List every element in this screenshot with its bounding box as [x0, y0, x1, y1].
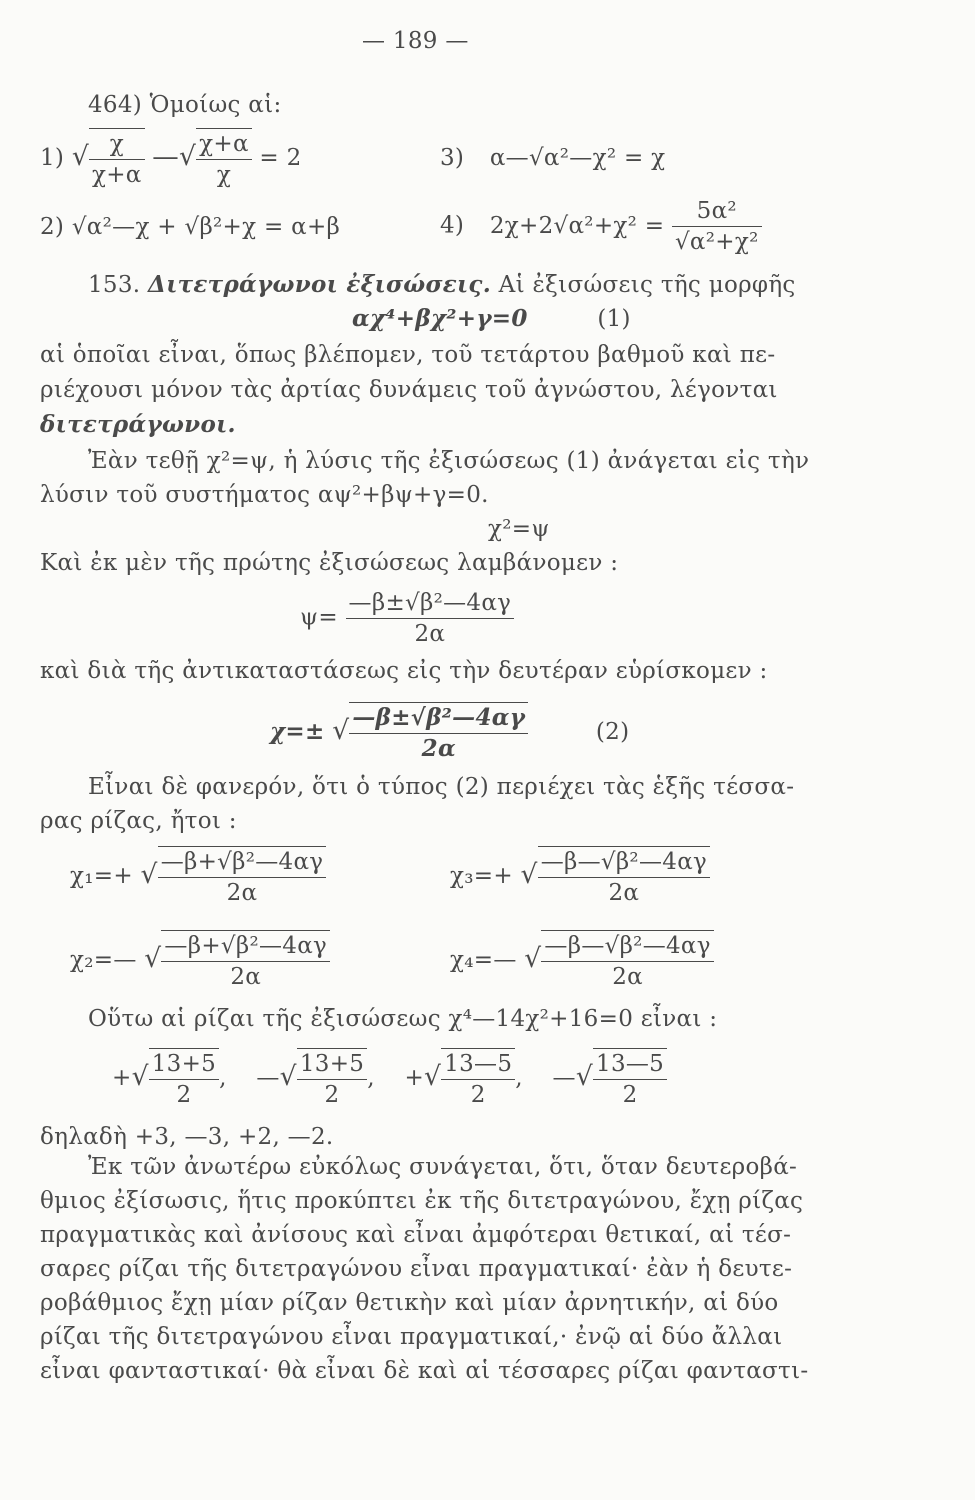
- paragraph-line: Καὶ ἐκ μὲν τῆς πρώτης ἐξισώσεως λαμβάνομεν :: [40, 550, 619, 576]
- equation: αχ⁴+βχ²+γ=0: [352, 305, 528, 332]
- fraction: [196, 128, 252, 190]
- radical-sign: √: [71, 141, 89, 172]
- paragraph-line: Ἐκ τῶν ἀνωτέρω εὐκόλως συνάγεται, ὅτι, ὅταν δευτεροβά-: [88, 1154, 798, 1180]
- root-lhs: χ₃=+: [450, 863, 513, 889]
- exercise-expression: α—√α²—χ² = χ: [489, 145, 666, 171]
- fraction-numerator: 13—5: [593, 1049, 667, 1080]
- root-formula: [450, 846, 710, 908]
- minus-radical: —√: [152, 141, 197, 172]
- exercise-3: [440, 143, 665, 173]
- psi-formula: [300, 588, 514, 649]
- formula-lhs: ψ=: [300, 604, 338, 631]
- separator: ,: [219, 1065, 227, 1091]
- paragraph-line: καὶ διὰ τῆς ἀντικαταστάσεως εἰς τὴν δευτέραν εὑρίσκομεν :: [40, 658, 768, 684]
- root-formula: [70, 930, 330, 992]
- fraction: [672, 196, 762, 257]
- fraction: [349, 702, 528, 764]
- fraction-numerator: —β+√β²—4αγ: [161, 931, 330, 962]
- fraction: [346, 588, 515, 649]
- fraction-denominator: 2: [470, 1082, 486, 1108]
- radical-sign: √: [424, 1061, 442, 1092]
- root-sign: —: [256, 1065, 280, 1091]
- fraction-denominator: 2α: [608, 880, 640, 906]
- fraction-numerator: 13—5: [441, 1049, 515, 1080]
- exercise-number: 4): [440, 212, 465, 239]
- fraction-numerator: 5α²: [672, 196, 762, 227]
- exercise-4: [440, 196, 762, 257]
- fraction: [593, 1048, 667, 1110]
- fraction-numerator: —β—√β²—4αγ: [541, 931, 713, 962]
- fraction-numerator: —β±√β²—4αγ: [349, 703, 528, 734]
- root-sign: +: [404, 1065, 425, 1091]
- equation-label: (1): [597, 306, 631, 332]
- section-number: 153.: [88, 272, 141, 298]
- fraction-denominator: 2α: [421, 735, 456, 762]
- paragraph-line: λύσιν τοῦ συστήματος αψ²+βψ+γ=0.: [40, 482, 489, 508]
- exercise-2: [40, 212, 340, 242]
- section-intro: Αἱ ἐξισώσεις τῆς μορφῆς: [498, 272, 796, 298]
- fraction-numerator: 13+5: [297, 1049, 367, 1080]
- fraction: [158, 846, 327, 908]
- root-lhs: χ₁=+: [70, 863, 133, 889]
- fraction: [161, 930, 330, 992]
- section-title: Διτετράγωνοι ἐξισώσεις.: [148, 271, 492, 298]
- radical-sign: √: [140, 859, 158, 890]
- radical-sign: √: [575, 1061, 594, 1092]
- fraction-numerator: —β+√β²—4αγ: [158, 847, 327, 878]
- root-lhs: χ₂=—: [70, 947, 137, 973]
- fraction-denominator: χ+α: [92, 162, 142, 188]
- chi-formula: [270, 702, 629, 764]
- paragraph-line: ρίζαι τῆς διτετραγώνου εἶναι πραγματικαί,· ἐνῷ αἱ δύο ἄλλαι: [40, 1324, 783, 1350]
- root-lhs: χ₄=—: [450, 947, 517, 973]
- numeric-root: [404, 1051, 530, 1108]
- paragraph-line: εἶναι φανταστικαί· θὰ εἶναι δὲ καὶ αἱ τέσσαρες ρίζαι φανταστι-: [40, 1358, 809, 1384]
- paragraph-line: θμιος ἐξίσωσις, ἥτις προκύπτει ἐκ τῆς διτετραγώνου, ἔχῃ ρίζας: [40, 1188, 804, 1214]
- exercise-number: 3): [440, 145, 465, 171]
- equation-rhs: = 2: [259, 145, 302, 171]
- paragraph-line: ριέχουσι μόνον τὰς ἀρτίας δυνάμεις τοῦ ἀγνώστου, λέγονται: [40, 377, 778, 403]
- fraction-numerator: —β±√β²—4αγ: [346, 588, 515, 619]
- paragraph-line: αἱ ὁποῖαι εἶναι, ὅπως βλέπομεν, τοῦ τετάρτου βαθμοῦ καὶ πε-: [40, 342, 776, 368]
- equation-label: (2): [595, 719, 630, 745]
- exercise-number: 1): [40, 145, 65, 171]
- fraction-denominator: 2: [176, 1082, 192, 1108]
- system-line: χ²=ψ: [488, 516, 550, 542]
- fraction: [89, 128, 145, 190]
- paragraph-line: Οὕτω αἱ ρίζαι τῆς ἐξισώσεως χ⁴—14χ²+16=0 εἶναι :: [88, 1006, 718, 1032]
- paragraph-line: δηλαδὴ +3, —3, +2, —2.: [40, 1124, 334, 1150]
- paragraph-line: Ἐὰν τεθῇ χ²=ψ, ἡ λύσις τῆς ἐξισώσεως (1) ἀνάγεται εἰς τὴν: [88, 448, 810, 474]
- numeric-root: [552, 1051, 668, 1108]
- radical-sign: √: [131, 1061, 149, 1092]
- paragraph-line: σαρες ρίζαι τῆς διτετραγώνου εἶναι πραγματικαί· ἐὰν ἡ δευτε-: [40, 1256, 793, 1282]
- fraction-denominator: 2α: [612, 964, 643, 990]
- numeric-root: [256, 1051, 382, 1108]
- radical-sign: √: [144, 943, 162, 974]
- exercise-expression: 2χ+2√α²+χ² =: [489, 212, 665, 239]
- paragraph-line: Εἶναι δὲ φανερόν, ὅτι ὁ τύπος (2) περιέχει τὰς ἑξῆς τέσσα-: [88, 774, 795, 800]
- radical-sign: √: [520, 859, 538, 890]
- root-sign: —: [552, 1065, 576, 1091]
- paragraph-line: ρας ρίζας, ἤτοι :: [40, 808, 237, 834]
- fraction: [538, 846, 710, 908]
- fraction-denominator: 2: [324, 1082, 340, 1108]
- fraction-numerator: χ: [89, 129, 145, 160]
- fraction: [297, 1048, 367, 1110]
- paragraph-line: ροβάθμιος ἔχῃ μίαν ρίζαν θετικὴν καὶ μίαν ἀρνητικήν, αἱ δύο: [40, 1290, 779, 1316]
- radical-sign: √: [524, 943, 542, 974]
- page-number: — 189 —: [362, 28, 469, 54]
- fraction-denominator: 2α: [230, 964, 262, 990]
- root-formula: [70, 846, 326, 908]
- section-heading: [88, 270, 796, 300]
- fraction-denominator: χ: [216, 162, 232, 188]
- fraction-numerator: χ+α: [196, 129, 252, 160]
- paragraph-line: πραγματικὰς καὶ ἀνίσους καὶ εἶναι ἀμφότεραι θετικαί, αἱ τέσ-: [40, 1222, 792, 1248]
- exercise-1: [40, 128, 302, 190]
- numeric-roots: [112, 1048, 667, 1110]
- formula-lhs: χ=±: [270, 718, 325, 745]
- fraction-numerator: —β—√β²—4αγ: [538, 847, 710, 878]
- fraction: [541, 930, 713, 992]
- fraction: [149, 1048, 219, 1110]
- numeric-root: [112, 1051, 234, 1108]
- root-formula: [450, 930, 714, 992]
- defined-term: διτετράγωνοι.: [40, 411, 236, 438]
- exercise-title: 464) Ὁμοίως αἱ:: [88, 92, 282, 118]
- fraction-denominator: √α²+χ²: [674, 229, 759, 255]
- separator: ,: [515, 1065, 523, 1091]
- fraction-numerator: 13+5: [149, 1049, 219, 1080]
- root-sign: +: [112, 1065, 132, 1091]
- fraction-denominator: 2: [622, 1082, 638, 1108]
- exercise-expression: √α²—χ + √β²+χ = α+β: [71, 214, 341, 240]
- exercise-number: 2): [40, 214, 65, 240]
- general-equation: [352, 304, 631, 334]
- separator: ,: [367, 1065, 375, 1091]
- radical-sign: √: [279, 1061, 297, 1092]
- fraction-denominator: 2α: [414, 621, 446, 647]
- fraction: [441, 1048, 515, 1110]
- fraction-denominator: 2α: [226, 880, 258, 906]
- radical-sign: √: [332, 715, 350, 746]
